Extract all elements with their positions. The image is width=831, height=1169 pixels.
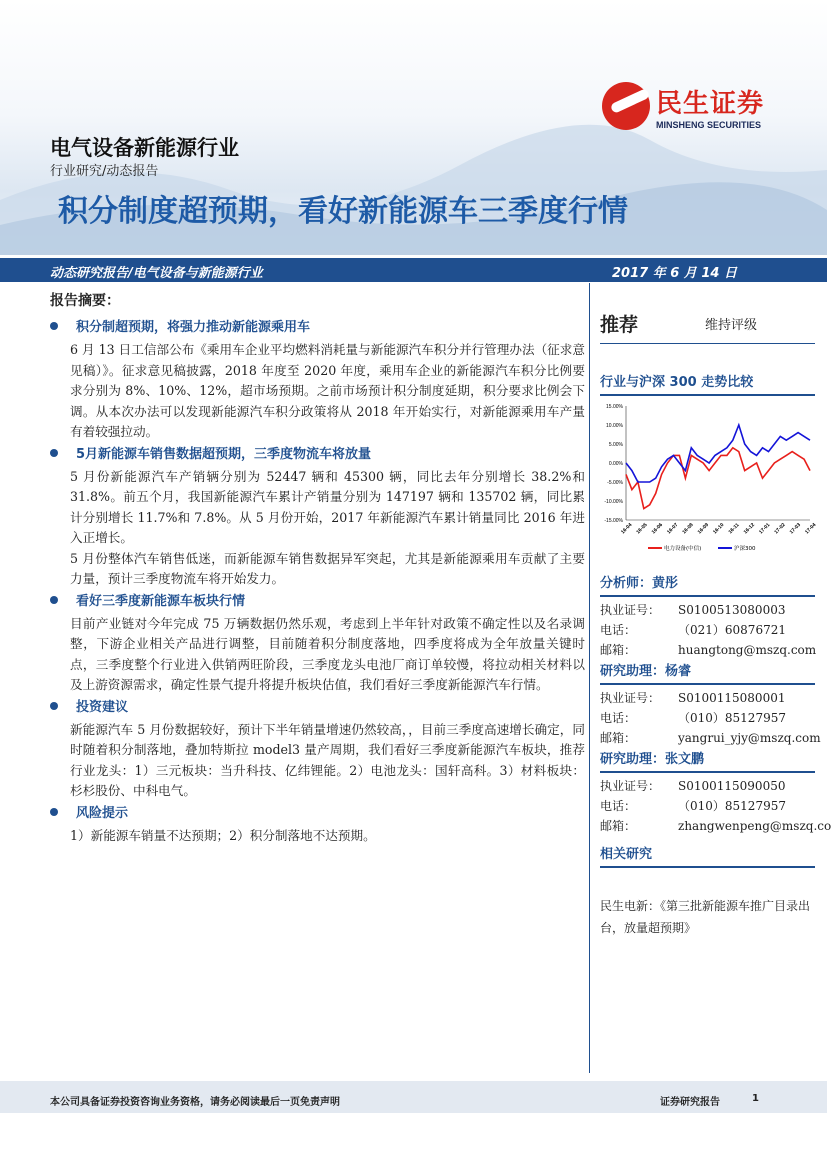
footer-type: 证券研究报告 [660, 1097, 720, 1108]
related-heading: 相关研究 [600, 846, 815, 868]
x-tick-label: 16-07 [666, 522, 680, 536]
x-tick-label: 17-03 [788, 522, 803, 536]
contact-value: （021）60876721 [678, 623, 786, 637]
section-heading-text: 看好三季度新能源车板块行情 [76, 593, 246, 609]
logo-english: MINSHENG SECURITIES [656, 119, 762, 130]
contact-row [600, 816, 831, 836]
contact-value[interactable]: huangtong@mszq.com [678, 643, 817, 657]
y-tick-label: 10.00% [606, 423, 623, 429]
y-tick-label: 0.00% [608, 461, 623, 467]
x-tick-label: 16-04 [620, 522, 634, 536]
contact-key: 邮箱： [600, 731, 637, 745]
contact-key: 执业证号： [600, 691, 661, 705]
contact-value[interactable]: zhangwenpeng@mszq.co [678, 819, 831, 833]
paragraph: 5 月份新能源汽车产销辆分别为 52447 辆和 45300 辆，同比去年分别增长 38.2%和 31.8%。前五个月，我国新能源汽车累计产销量分别为 147197 辆和 135702 辆，同比累计分别增长 11.7%和 7.8%。从 5 月份开始，2017 年新能源汽车累计销量同比 2016 年进入正增长。 [70, 468, 585, 545]
info-band [0, 258, 827, 282]
y-tick-label: -10.00% [604, 499, 623, 505]
contact-key: 电话： [600, 799, 637, 813]
x-tick-label: 16-09 [696, 522, 711, 536]
section-heading-text: 积分制超预期，将强力推动新能源乘用车 [76, 320, 311, 335]
industry-name: 电气设备新能源行业 [50, 136, 239, 160]
footer [0, 1081, 827, 1113]
x-tick-label: 16-12 [742, 522, 757, 536]
contact-row [600, 776, 815, 796]
contact-row [600, 640, 815, 660]
analyst-block [600, 575, 815, 660]
section-heading [50, 319, 585, 337]
x-tick-label: 16-05 [635, 522, 649, 536]
x-tick-label: 16-06 [650, 522, 665, 536]
y-tick-label: -5.00% [607, 480, 623, 486]
report-title: 积分制度超预期，看好新能源车三季度行情 [58, 194, 628, 229]
y-tick-label: 15.00% [606, 404, 623, 410]
contact-row [600, 600, 815, 620]
legend-label: 沪深300 [734, 546, 756, 552]
series-line-industry [626, 448, 810, 509]
section-heading-text: 风险提示 [76, 805, 129, 821]
contact-value: S0100513080003 [678, 603, 786, 617]
x-tick-label: 16-11 [727, 522, 741, 536]
contact-value[interactable]: yangrui_yjy@mszq.com [678, 731, 821, 745]
performance-chart [596, 398, 818, 558]
contact-key: 邮箱： [600, 819, 637, 833]
report-date: 2017 年 6 月 14 日 [612, 266, 737, 281]
section-heading [50, 805, 585, 823]
contact-key: 电话： [600, 711, 637, 725]
contact-key: 电话： [600, 623, 637, 637]
analyst-list [600, 575, 831, 839]
rating-block [600, 310, 815, 344]
paragraph: 6 月 13 日工信部公布《乘用车企业平均燃料消耗量与新能源汽车积分并行管理办法（征求意见稿）》。征求意见稿披露，2018 年度至 2020 年度，乘用车企业的新能源汽车积分比例要求分别为 8%、10%、12%，超市场预期。之前市场预计积分制度延期，积分要求比例会下调。从本次办法可以发现新能源汽车积分政策将从 2018 年开始实行，对新能源乘用车产量有着较强拉动。 [70, 342, 585, 439]
chart-title: 行业与沪深 300 走势比较 [600, 374, 815, 396]
related-report-link[interactable]: 民生电新：《第三批新能源车推广目录出台，放量超预期》 [600, 899, 811, 935]
summary-label: 报告摘要： [50, 293, 120, 309]
analyst-block [600, 663, 821, 748]
x-tick-label: 16-10 [712, 522, 726, 536]
paragraph: 1）新能源车销量不达预期；2）积分制落地不达预期。 [70, 827, 376, 843]
contact-row [600, 620, 815, 640]
paragraph: 目前产业链对今年完成 75 万辆数据仍然乐观，考虑到上半年针对政策不确定性以及名录调整，下游企业相关产品进行调整，目前随着积分制度落地，四季度将成为全年放量关键时点，三季度整个行业进入供销两旺阶段，三季度龙头电池厂商订单较慢，将拉动相关材料以及上游资源需求，确定性景气提升将提升板块估值，我们看好三季度新能源汽车行情。 [70, 615, 585, 692]
rating-note: 维持评级 [705, 318, 758, 333]
section-heading-text: 投资建议 [76, 699, 129, 715]
contact-key: 执业证号： [600, 779, 661, 793]
section-heading [50, 446, 585, 464]
bullet-icon [50, 702, 58, 710]
contact-value: S0100115090050 [678, 779, 786, 793]
band-category: 动态研究报告/电气设备与新能源行业 [50, 266, 263, 281]
contact-row [600, 688, 815, 708]
contact-value: S0100115080001 [678, 691, 786, 705]
contact-row [600, 708, 815, 728]
paragraph: 5 月份整体汽车销售低迷，而新能源车销售数据异军突起，尤其是新能源乘用车贡献了主要力量，预计三季度物流车将开始发力。 [70, 550, 585, 586]
legend-label: 电力设备(中信) [664, 546, 702, 552]
analyst-block [600, 751, 831, 836]
logo-mark-icon [602, 82, 650, 130]
contact-key: 邮箱： [600, 643, 637, 657]
minsheng-logo [602, 82, 764, 130]
bullet-icon [50, 596, 58, 604]
x-tick-label: 17-04 [804, 522, 818, 536]
paragraph: 新能源汽车 5 月份数据较好，预计下半年销量增速仍然较高，，目前三季度高速增长确定，同时随着积分制落地，叠加特斯拉 model3 量产周期，我们看好三季度新能源汽车板块，推荐行业龙头：1）三元板块：当升科技、亿纬锂能。2）电池龙头：国轩高科。3）材料板块：杉杉股份、中科电气。 [70, 721, 585, 798]
contact-key: 执业证号： [600, 603, 661, 617]
analyst-role: 研究助理：张文鹏 [600, 751, 815, 773]
x-tick-label: 17-01 [758, 522, 772, 536]
y-tick-label: 5.00% [608, 442, 623, 448]
rating-label: 推荐 [600, 314, 639, 336]
series-line-hs300 [626, 425, 810, 482]
contact-value: （010）85127957 [678, 799, 786, 813]
contact-value: （010）85127957 [678, 711, 786, 725]
contact-row [600, 796, 815, 816]
x-tick-label: 17-02 [773, 522, 787, 536]
summary-column [50, 316, 585, 846]
bullet-icon [50, 449, 58, 457]
bullet-icon [50, 808, 58, 816]
section-heading [50, 593, 585, 611]
y-tick-label: -15.00% [604, 518, 623, 524]
logo-text: 民生证券 [656, 88, 765, 119]
footer-disclaimer: 本公司具备证券投资咨询业务资格，请务必阅读最后一页免责声明 [50, 1097, 340, 1108]
contact-row [600, 728, 821, 748]
x-tick-label: 16-08 [681, 522, 695, 536]
section-heading-text: 5月新能源车销售数据超预期，三季度物流车将放量 [76, 446, 372, 462]
bullet-icon [50, 322, 58, 330]
page-number: 1 [752, 1093, 759, 1104]
analyst-role: 研究助理：杨睿 [600, 663, 815, 685]
report-type: 行业研究/动态报告 [50, 164, 159, 179]
analyst-role: 分析师：黄彤 [600, 575, 815, 597]
column-divider [589, 283, 590, 1073]
section-heading [50, 699, 585, 717]
